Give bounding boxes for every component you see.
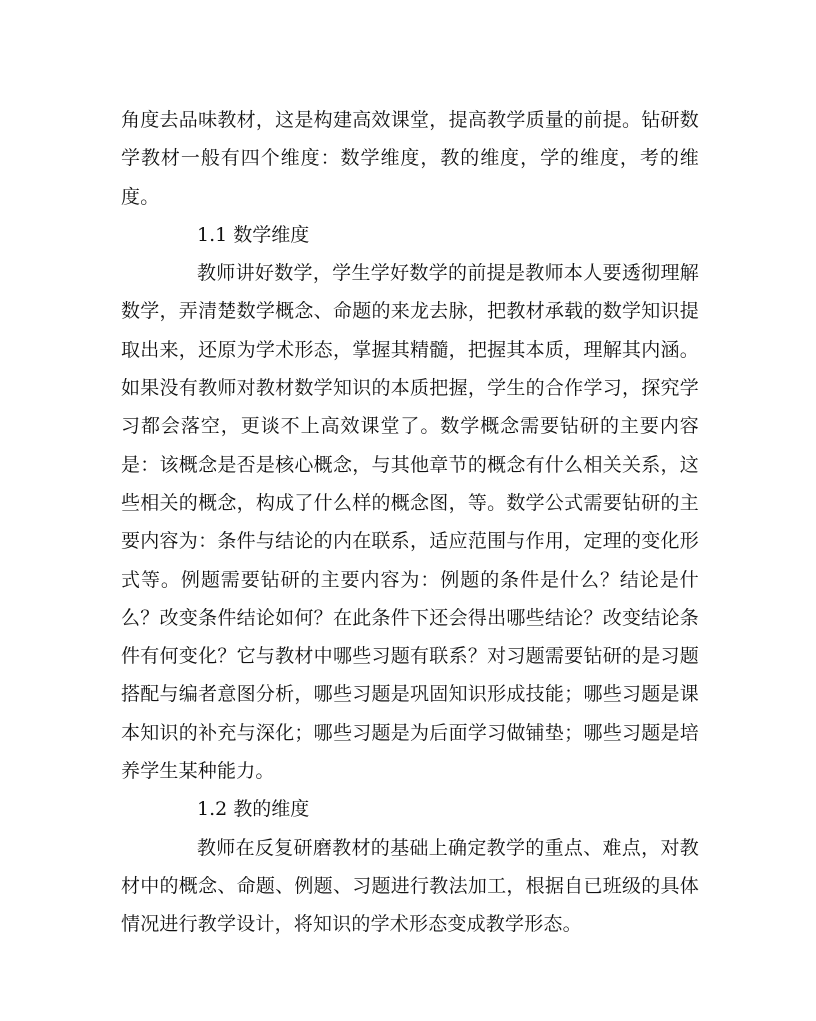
intro-paragraph: 角度去品味教材，这是构建高效课堂，提高教学质量的前提。钻研数学教材一般有四个维度：数学维度，教的维度，学的维度，考的维度。 <box>121 109 699 208</box>
document-body <box>121 101 699 944</box>
section-heading-math-dimension: 1.1 数学维度 <box>197 223 310 246</box>
teaching-dimension-paragraph: 教师在反复研磨教材的基础上确定教学的重点、难点，对教材中的概念、命题、例题、习题进行教法加工，根据自已班级的具体情况进行教学设计，将知识的学术形态变成教学形态。 <box>121 836 699 936</box>
section-heading-teaching-dimension: 1.2 教的维度 <box>197 798 310 821</box>
math-dimension-paragraph: 教师讲好数学，学生学好数学的前提是教师本人要透彻理解数学，弄清楚数学概念、命题的来龙去脉，把教材承载的数学知识提取出来，还原为学术形态，掌握其精髓，把握其本质，理解其内涵。如果没有教师对教材数学知识的本质把握，学生的合作学习，探究学习都会落空，更谈不上高效课堂了。数学概念需要钻研的主要内容是：该概念是否是核心概念，与其他章节的概念有什么相关关系，这些相关的概念，构成了什么样的概念图，等。数学公式需要钻研的主要内容为：条件与结论的内在联系，适应范围与作用，定理的变化形式等。例题需要钻研的主要内容为：例题的条件是什么？结论是什么？改变条件结论如何？在此条件下还会得出哪些结论？改变结论条件有何变化？它与教材中哪些习题有联系？对习题需要钻研的是习题搭配与编者意图分析，哪些习题是巩固知识形成技能；哪些习题是课本知识的补充与深化；哪些习题是为后面学习做铺垫；哪些习题是培养学生某种能力。 <box>121 262 699 783</box>
